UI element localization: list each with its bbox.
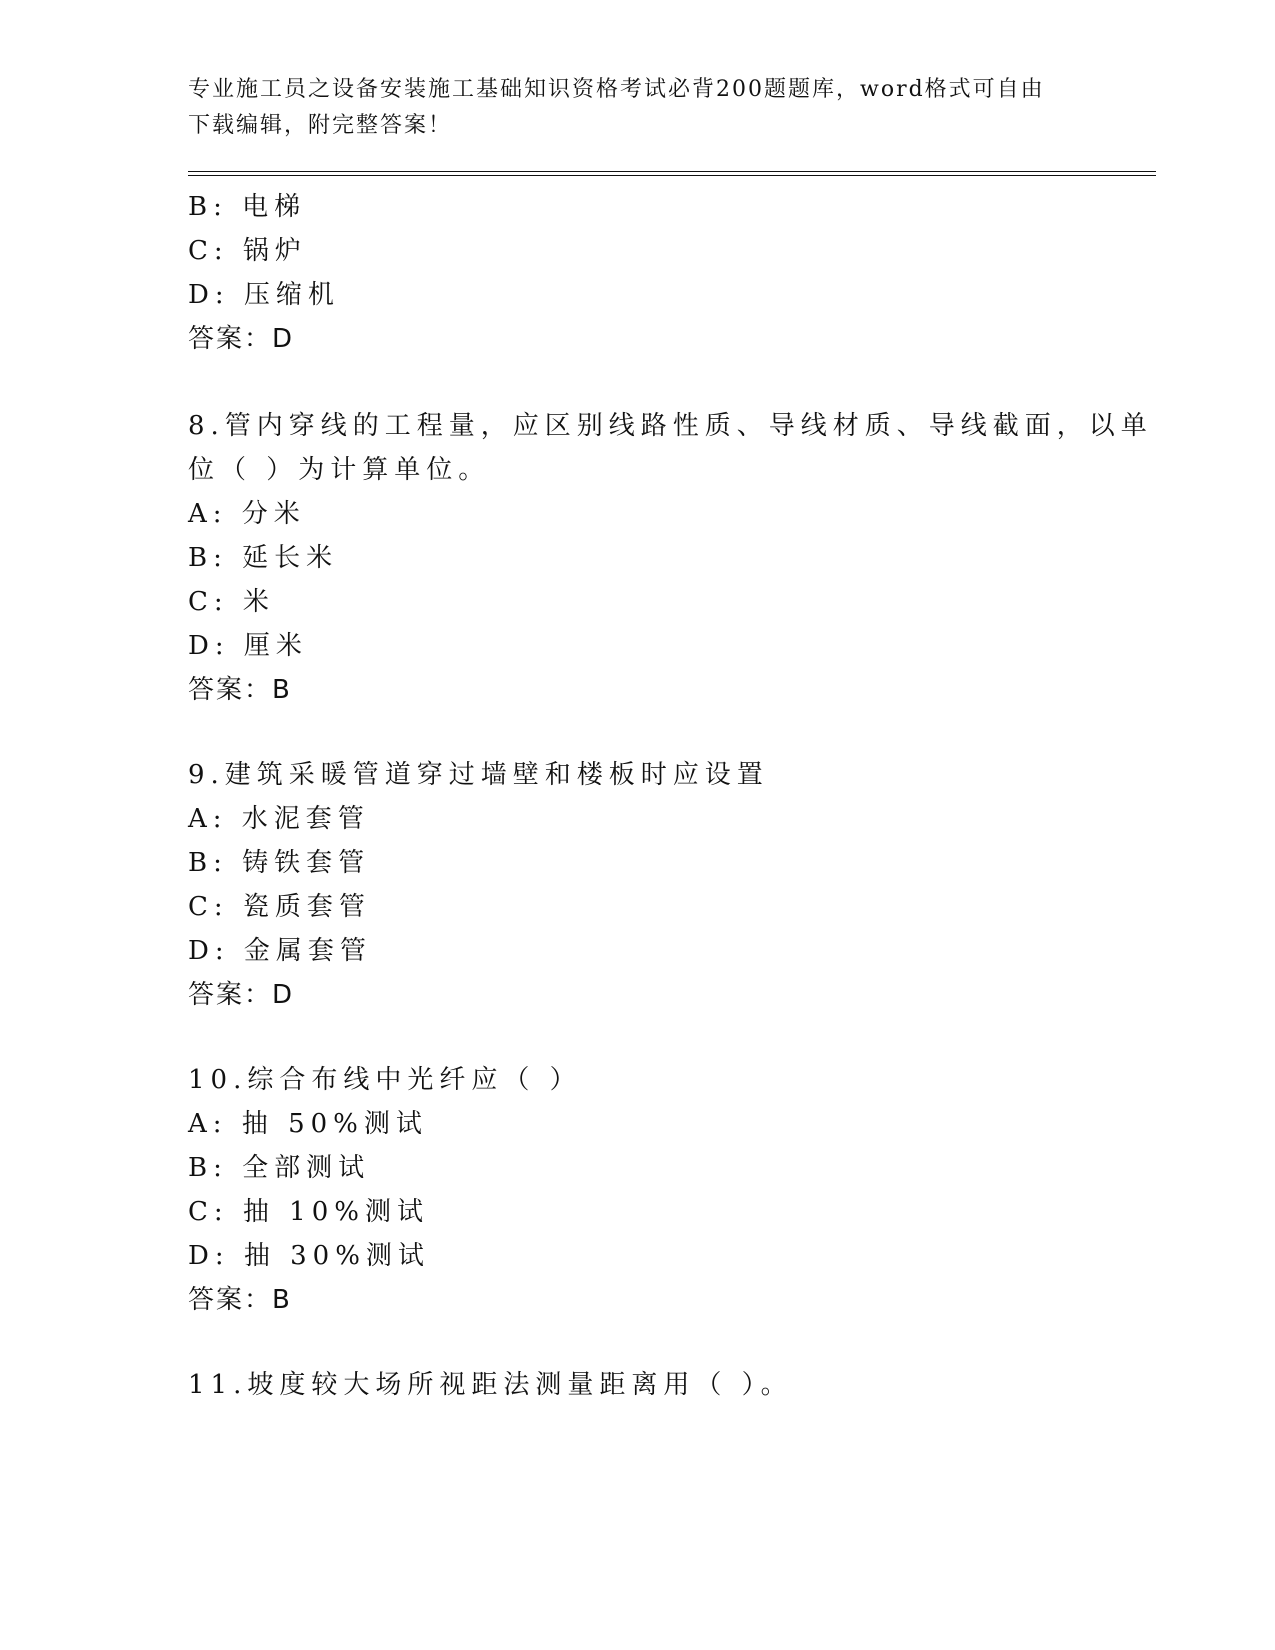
q8-answer: 答案：B <box>188 675 292 705</box>
q9-option-c: C: 瓷质套管 <box>188 892 371 922</box>
document-header: 专业施工员之设备安装施工基础知识资格考试必背200题题库，word格式可自由下载编辑，附完整答案！ <box>188 77 1045 138</box>
q7-option-d: D: 压缩机 <box>188 280 340 310</box>
q9-option-b: B: 铸铁套管 <box>188 848 371 878</box>
q7-option-c: C: 锅炉 <box>188 236 307 266</box>
q8-option-d: D: 厘米 <box>188 631 308 661</box>
header-divider-bottom <box>188 175 1156 176</box>
q7-option-b: B: 电梯 <box>188 192 307 222</box>
q9-option-d: D: 金属套管 <box>188 936 372 966</box>
q8-stem-line2: 位（ ）为计算单位。 <box>188 455 491 485</box>
q10-option-a: A: 抽 50%测试 <box>188 1109 428 1139</box>
q11-stem: 11.坡度较大场所视距法测量距离用（ ）。 <box>188 1370 793 1400</box>
q9-option-a: A: 水泥套管 <box>188 804 370 834</box>
q7-answer: 答案：D <box>188 324 295 354</box>
q9-answer: 答案：D <box>188 980 295 1010</box>
q8-option-b: B: 延长米 <box>188 543 339 573</box>
q10-option-d: D: 抽 30%测试 <box>188 1241 430 1271</box>
q10-answer: 答案：B <box>188 1285 292 1315</box>
q8-option-a: A: 分米 <box>188 499 306 529</box>
q10-stem: 10.综合布线中光纤应（ ） <box>188 1065 582 1095</box>
q8-option-c: C: 米 <box>188 587 275 617</box>
q10-option-b: B: 全部测试 <box>188 1153 371 1183</box>
q8-stem-line1: 8.管内穿线的工程量，应区别线路性质、导线材质、导线截面，以单 <box>188 411 1153 441</box>
header-divider-top <box>188 171 1156 172</box>
q10-option-c: C: 抽 10%测试 <box>188 1197 429 1227</box>
q9-stem: 9.建筑采暖管道穿过墙壁和楼板时应设置 <box>188 760 769 790</box>
